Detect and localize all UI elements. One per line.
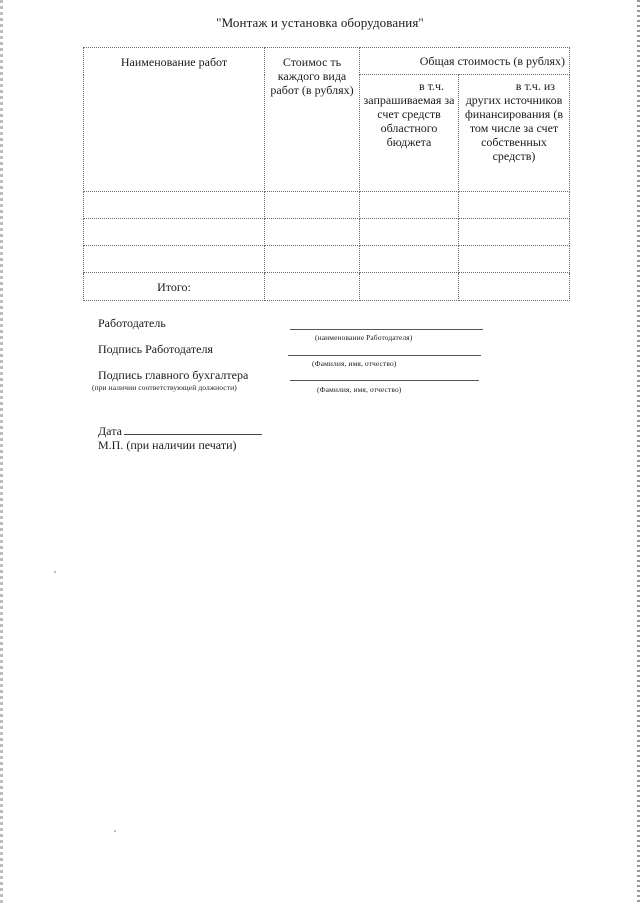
table-cell [265, 246, 360, 273]
accountant-signature-hint: (Фамилия, имя, отчество) [317, 385, 402, 394]
header-other-rest: других источников финансирования (в том числе за счет собственных средств) [465, 93, 563, 163]
employer-name-line [290, 329, 483, 330]
employer-signature-hint: (Фамилия, имя, отчество) [312, 359, 397, 368]
table-cell [84, 192, 265, 219]
table-cell [360, 273, 459, 301]
table-cell [360, 192, 459, 219]
table-cell [360, 246, 459, 273]
table-header-row [84, 48, 570, 75]
scan-border-left [0, 0, 3, 905]
seal-label: М.П. (при наличии печати) [98, 438, 237, 452]
accountant-signature-label: Подпись главного бухгалтера [98, 368, 249, 382]
table-cell [84, 246, 265, 273]
header-regional-first-line: в т.ч. [418, 79, 444, 93]
accountant-position-note: (при наличии соответствующей должности) [92, 383, 237, 392]
table-cell [459, 219, 570, 246]
header-work-name: Наименование работ [84, 48, 265, 192]
table-row [84, 246, 570, 273]
header-other-sources [459, 75, 570, 192]
scan-speck [54, 571, 56, 573]
date-label: Дата [98, 424, 122, 438]
header-other-first-line: в т.ч. из [515, 79, 556, 93]
header-regional-budget [360, 75, 459, 192]
employer-signature-label: Подпись Работодателя [98, 342, 213, 356]
header-total-cost: Общая стоимость (в рублях) [360, 48, 570, 75]
table-cell [360, 219, 459, 246]
employer-label: Работодатель [98, 316, 166, 330]
employer-signature-line [288, 355, 481, 356]
table-cell [265, 219, 360, 246]
employer-name-hint: (наименование Работодателя) [315, 333, 413, 342]
date-field [98, 424, 262, 439]
accountant-signature-line [290, 380, 479, 381]
total-label: Итого: [84, 273, 265, 301]
table-row [84, 219, 570, 246]
table-cell [459, 273, 570, 301]
table-total-row [84, 273, 570, 301]
works-cost-table [83, 47, 570, 301]
scan-speck [114, 830, 116, 832]
date-line [124, 424, 262, 435]
table-cell [459, 192, 570, 219]
header-regional-rest: запрашиваемая за счет средств областного бюджета [363, 93, 455, 149]
table-cell [459, 246, 570, 273]
table-cell [84, 219, 265, 246]
document-title: "Монтаж и установка оборудования" [216, 15, 424, 30]
table-cell [265, 192, 360, 219]
table-cell [265, 273, 360, 301]
header-cost-each: Стоимос ть каждого вида работ (в рублях) [265, 48, 360, 192]
table-row [84, 192, 570, 219]
